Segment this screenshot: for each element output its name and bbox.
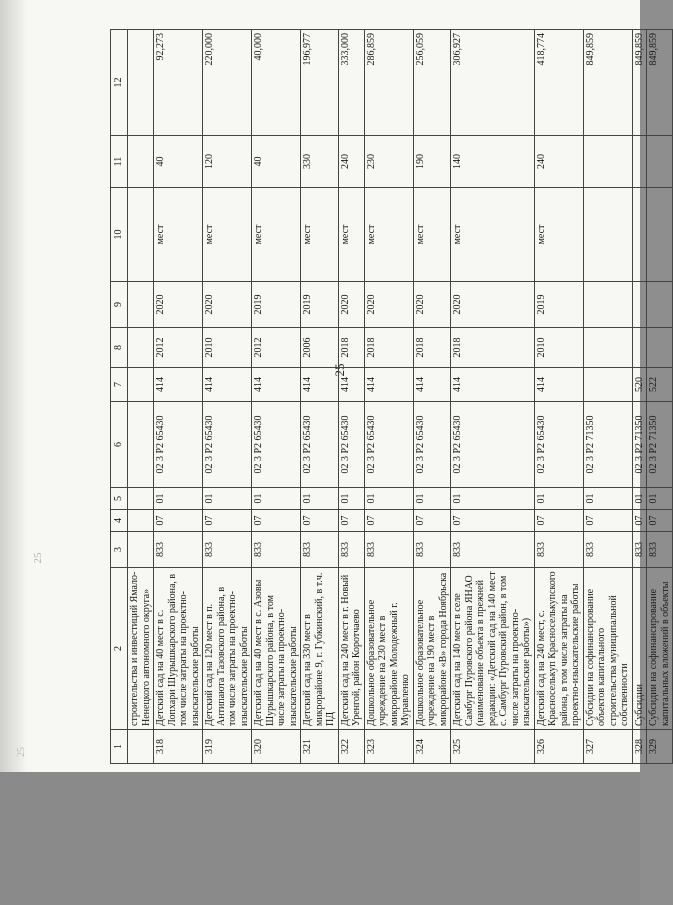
table-cell: мест [338,188,364,282]
table-cell: 833 [632,532,647,568]
table-cell: 196,977 [301,30,339,136]
table-cell: 190 [413,136,451,188]
table-row [534,30,583,764]
table-row [301,30,339,764]
table-cell: 414 [451,368,535,402]
table-cell: 07 [154,510,203,532]
table-cell: 414 [338,368,364,402]
table-cell: 07 [338,510,364,532]
table-cell [583,282,632,328]
table-cell: 02 3 P2 65430 [154,402,203,488]
table-cell [632,136,647,188]
table-cell [632,188,647,282]
table-cell: 2020 [413,282,451,328]
object-name-cell: Субсидии на софинансирование капитальных вложений в объекты [647,568,673,730]
continuation-row [128,30,154,764]
table-cell: 418,774 [534,30,583,136]
page-edge-shadow [0,0,28,772]
table-row [364,30,413,764]
table-cell: 92,273 [154,30,203,136]
table-cell [647,282,673,328]
table-cell: мест [252,188,301,282]
table-cell: 319 [203,730,252,764]
table-cell: мест [364,188,413,282]
table-cell: 01 [203,488,252,510]
table-cell: 327 [583,730,632,764]
table-row [413,30,451,764]
table-cell: 07 [252,510,301,532]
table-cell: 02 3 P2 65430 [252,402,301,488]
table-row [252,30,301,764]
table-cell [583,368,632,402]
table-cell: мест [534,188,583,282]
column-header: 6 [111,402,128,488]
table-cell: 07 [534,510,583,532]
table-cell: мест [413,188,451,282]
table-cell: 02 3 P2 65430 [203,402,252,488]
table-cell: 326 [534,730,583,764]
table-cell: 02 3 P2 71350 [583,402,632,488]
table-row [647,30,673,764]
table-cell: 2020 [154,282,203,328]
table-cell: 01 [534,488,583,510]
table-cell [632,328,647,368]
table-cell: 414 [301,368,339,402]
table-cell: 2018 [338,328,364,368]
table-cell: 2020 [338,282,364,328]
object-name-cell: Дошкольное образовательное учреждение на 230 мест в микрорайоне Молодежный г. Муравленко [364,568,413,730]
table-cell: 07 [632,510,647,532]
header-row [111,30,128,764]
table-cell: 02 3 P2 65430 [338,402,364,488]
table-cell: 2019 [301,282,339,328]
table-cell: 01 [451,488,535,510]
table-cell [583,136,632,188]
table-row [203,30,252,764]
table-cell: 40 [154,136,203,188]
table-cell: 240 [338,136,364,188]
table-cell: 07 [413,510,451,532]
column-header: 4 [111,510,128,532]
table-cell: 2010 [203,328,252,368]
table-row [583,30,632,764]
ghost-mark: 25 [16,747,27,757]
table-cell: 833 [534,532,583,568]
table-cell: 256,059 [413,30,451,136]
object-name-cell: Субсидии [632,568,647,730]
table-cell: 306,927 [451,30,535,136]
table-cell: 02 3 P2 65430 [364,402,413,488]
table-cell: 2012 [154,328,203,368]
table-cell: 520 [632,368,647,402]
table-cell: 833 [301,532,339,568]
table-cell: 414 [534,368,583,402]
table-cell: 833 [413,532,451,568]
object-name-cell: Детский сад на 120 мест в п. Антипаюта Тазовского района, в том числе затраты на проектно-изыскательские работы [203,568,252,730]
table-cell: 833 [647,532,673,568]
budget-table-rotated [110,30,671,764]
table-cell: 07 [203,510,252,532]
table-cell: 230 [364,136,413,188]
object-name-cell: Субсидии на софинансирование объектов капитального строительства муниципальной собственности [583,568,632,730]
table-cell: 321 [301,730,339,764]
table-cell: 07 [364,510,413,532]
table-cell: 2019 [252,282,301,328]
table-cell: 833 [338,532,364,568]
table-cell: 2018 [451,328,535,368]
table-cell: 286,859 [364,30,413,136]
column-header: 11 [111,136,128,188]
table-cell: 2020 [203,282,252,328]
table-cell: 01 [252,488,301,510]
table-row [451,30,535,764]
table-cell [647,328,673,368]
table-cell: 318 [154,730,203,764]
table-cell: 328 [632,730,647,764]
table-cell: 833 [154,532,203,568]
table-cell: 329 [647,730,673,764]
table-cell: 833 [583,532,632,568]
table-cell: 414 [203,368,252,402]
table-cell: 325 [451,730,535,764]
table-row [154,30,203,764]
table-cell: 02 3 P2 65430 [534,402,583,488]
column-header: 8 [111,328,128,368]
budget-table [110,29,673,764]
table-cell: 01 [154,488,203,510]
table-cell: 02 3 P2 65430 [413,402,451,488]
page-number: 25 [332,363,347,377]
table-cell: 140 [451,136,535,188]
table-cell [583,328,632,368]
object-name-cell: Детский сад на 40 мест в с. Азовы Шурышкарского района, в том числе затраты на проектно-изыскательские работы [252,568,301,730]
table-cell: 323 [364,730,413,764]
table-cell: 01 [364,488,413,510]
column-header: 1 [111,730,128,764]
object-name-cell: Детский сад на 40 мест в с. Лопхари Шурышкарского района, в том числе затраты на проектно-изыскательские работы [154,568,203,730]
table-cell: мест [451,188,535,282]
table-cell: 240 [534,136,583,188]
table-cell: 2018 [413,328,451,368]
table-cell [632,282,647,328]
table-cell: 01 [583,488,632,510]
table-cell: 01 [338,488,364,510]
table-cell: 02 3 P2 65430 [451,402,535,488]
table-cell: 01 [413,488,451,510]
table-cell [647,188,673,282]
table-row [338,30,364,764]
table-cell: 849,859 [632,30,647,136]
table-cell: 40,000 [252,30,301,136]
ghost-page-number: 25 [32,552,44,564]
table-cell: 2006 [301,328,339,368]
table-cell: 414 [413,368,451,402]
table-cell: 2012 [252,328,301,368]
table-cell: 833 [364,532,413,568]
table-cell: мест [301,188,339,282]
table-cell: 414 [252,368,301,402]
object-name-cell: Детский сад на 240 мест, с. Красноселькуп Красноселькупского района, в том числе затраты на проектно-изыскательские работы [534,568,583,730]
object-name-cell: Дошкольное образовательное учреждение на 190 мест в микрорайоне «В» города Ноябрьска [413,568,451,730]
table-cell: 833 [451,532,535,568]
table-cell: 833 [252,532,301,568]
table-cell: 02 3 P2 71350 [647,402,673,488]
table-cell: 220,000 [203,30,252,136]
table-cell: 01 [647,488,673,510]
table-cell: 120 [203,136,252,188]
table-cell: 07 [301,510,339,532]
table-cell: мест [154,188,203,282]
table-cell: мест [203,188,252,282]
table-cell: 07 [451,510,535,532]
table-cell: 414 [154,368,203,402]
continuation-text: строительства и инвестиций Ямало-Ненецкого автономного округа» [128,568,154,730]
table-cell: 01 [632,488,647,510]
scanner-background [0,772,640,905]
table-cell: 320 [252,730,301,764]
column-header: 3 [111,532,128,568]
object-name-cell: Детский сад на 330 мест в микрорайоне 9, г. Губкинский, в т.ч. ПД [301,568,339,730]
table-cell: 2020 [451,282,535,328]
table-cell: 02 3 P2 65430 [301,402,339,488]
table-cell: 2010 [534,328,583,368]
table-cell: 522 [647,368,673,402]
table-cell: 2019 [534,282,583,328]
table-cell: 40 [252,136,301,188]
column-header: 5 [111,488,128,510]
table-cell: 322 [338,730,364,764]
table-cell [647,136,673,188]
object-name-cell: Детский сад на 240 мест в г. Новый Уренгой, район Коротчаево [338,568,364,730]
column-header: 2 [111,568,128,730]
table-cell: 2020 [364,282,413,328]
table-cell: 324 [413,730,451,764]
table-cell: 2018 [364,328,413,368]
table-cell: 833 [203,532,252,568]
table-cell: 01 [301,488,339,510]
object-name-cell: Детский сад на 140 мест в селе Самбург Пуровского района ЯНАО (наименование объекта в прежней редакции: «Детский сад на 140 мест с. Самбург Пуровский район, в том числе затраты на проектно-изыскательские работы») [451,568,535,730]
table-cell: 07 [647,510,673,532]
table-cell: 849,859 [583,30,632,136]
table-cell: 333,000 [338,30,364,136]
column-header: 9 [111,282,128,328]
column-header: 12 [111,30,128,136]
table-cell: 02 3 P2 71350 [632,402,647,488]
table-cell: 414 [364,368,413,402]
column-header: 10 [111,188,128,282]
table-cell: 330 [301,136,339,188]
column-header: 7 [111,368,128,402]
table-cell [583,188,632,282]
table-row [632,30,647,764]
table-cell: 849,859 [647,30,673,136]
table-cell: 07 [583,510,632,532]
